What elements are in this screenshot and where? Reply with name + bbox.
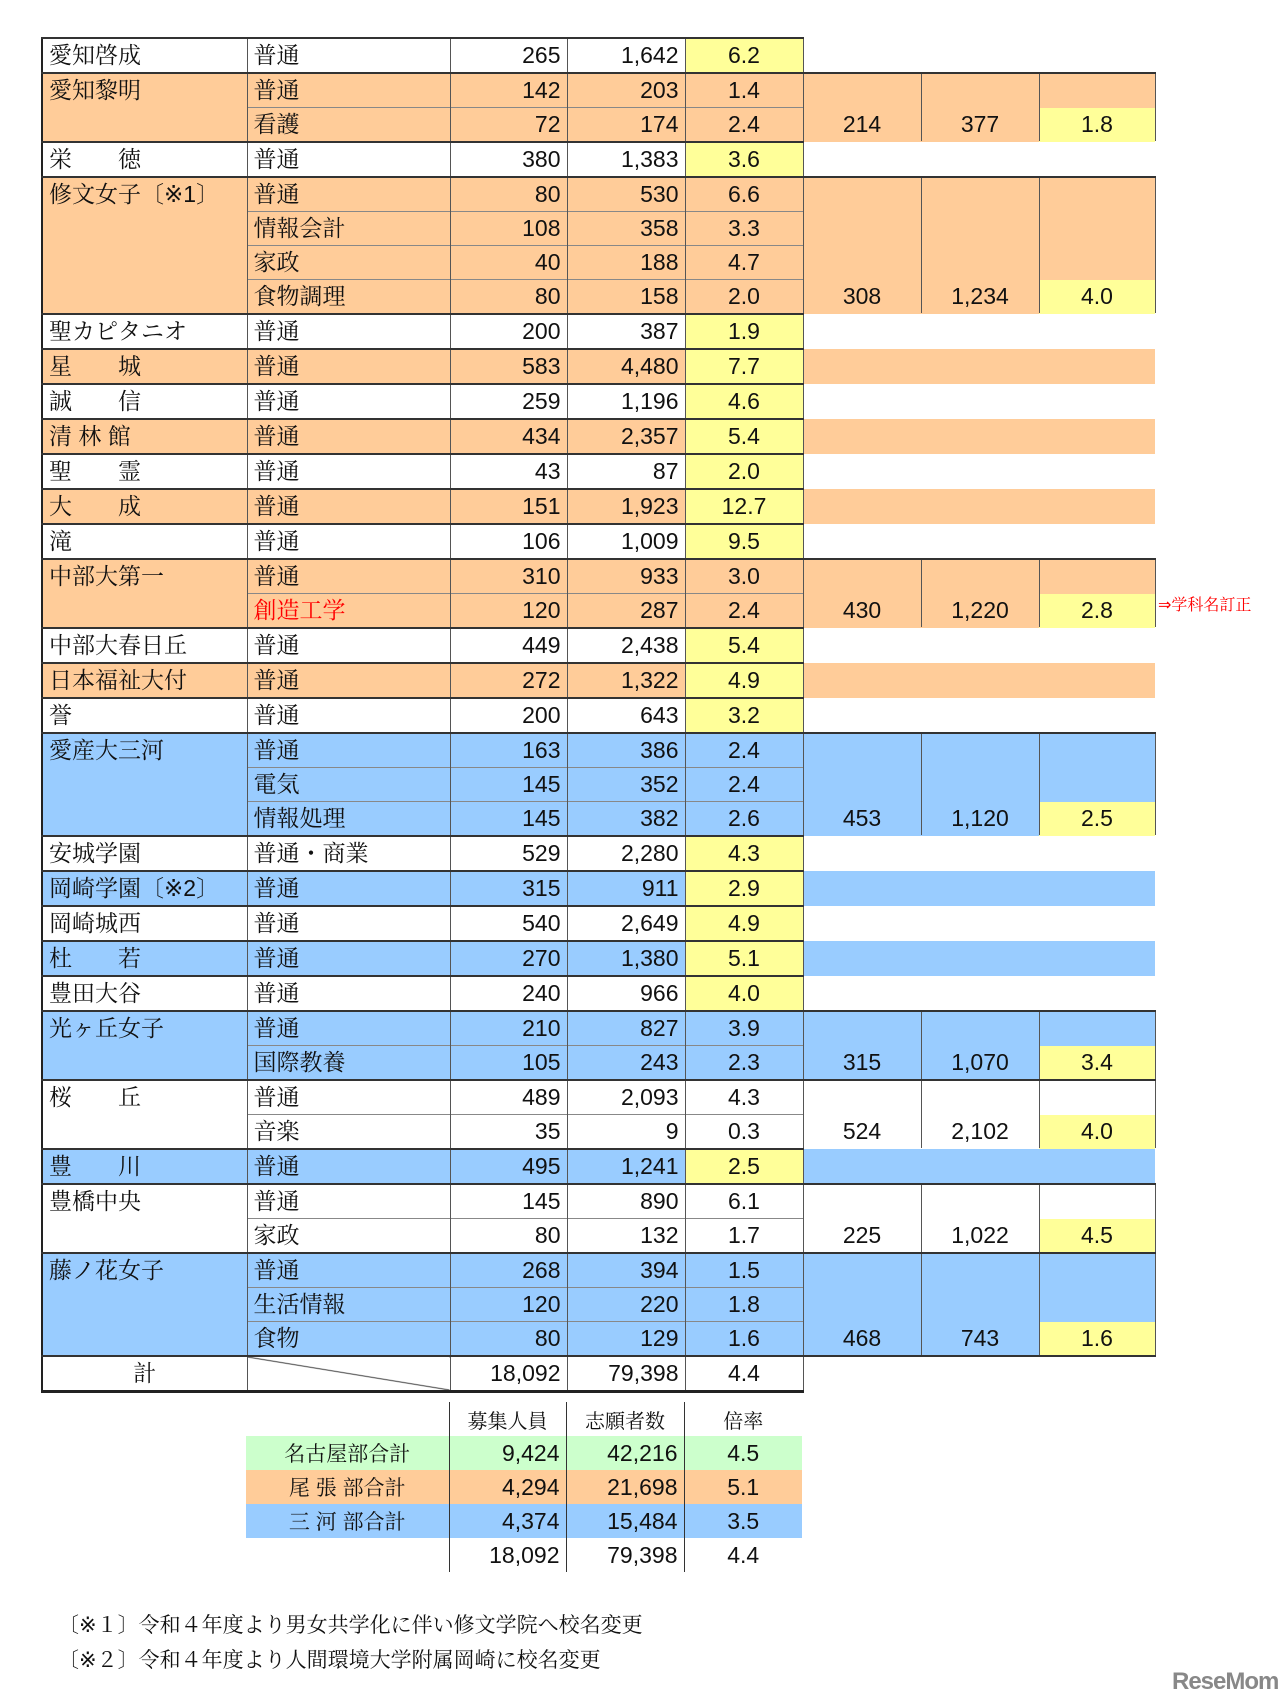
ratio: 3.6 (685, 142, 803, 177)
school-name: 安城学園 (42, 836, 247, 871)
applicants: 1,642 (567, 38, 685, 73)
school-total-applicants: 743 (921, 1253, 1039, 1356)
course-name: 情報会計 (247, 212, 450, 246)
course-name: 情報処理 (247, 802, 450, 837)
group-empty (803, 871, 1155, 906)
capacity: 80 (450, 177, 567, 212)
school-total-ratio: 1.8 (1039, 108, 1155, 143)
ratio: 3.9 (685, 1011, 803, 1046)
capacity: 4,374 (449, 1504, 566, 1538)
school-name: 聖 霊 (42, 454, 247, 489)
school-name: 日本福祉大付 (42, 663, 247, 698)
school-name: 愛知黎明 (42, 73, 247, 142)
capacity: 72 (450, 108, 567, 143)
course-name: 普通 (247, 384, 450, 419)
table-row (42, 384, 1155, 419)
footnote-2: 〔※２〕令和４年度より人間環境大学附属岡崎に校名変更 (58, 1649, 601, 1672)
ratio: 4.4 (684, 1538, 802, 1572)
applicants: 386 (567, 733, 685, 768)
resemom-logo: ReseMom (1172, 1668, 1279, 1695)
table-row (42, 663, 1155, 698)
column-header: 募集人員 (449, 1402, 566, 1436)
group-empty (803, 663, 1155, 698)
course-name: 普通 (247, 1011, 450, 1046)
applicants: 1,383 (567, 142, 685, 177)
ratio: 5.4 (685, 419, 803, 454)
capacity: 449 (450, 628, 567, 663)
capacity: 145 (450, 802, 567, 837)
ratio: 4.3 (685, 1080, 803, 1115)
course-name: 普通 (247, 698, 450, 733)
school-total-ratio-blank (1039, 1288, 1155, 1322)
ratio: 3.5 (684, 1504, 802, 1538)
course-name: 食物調理 (247, 280, 450, 315)
ratio: 4.9 (685, 906, 803, 941)
ratio: 9.5 (685, 524, 803, 559)
applicants: 1,009 (567, 524, 685, 559)
applicants: 358 (567, 212, 685, 246)
applicants: 287 (567, 594, 685, 629)
course-name: 普通 (247, 419, 450, 454)
school-total-ratio-blank (1039, 1011, 1155, 1046)
course-name: 普通 (247, 871, 450, 906)
school-total-capacity: 315 (803, 1011, 921, 1080)
school-name: 愛産大三河 (42, 733, 247, 836)
applicants: 174 (567, 108, 685, 143)
applicants: 188 (567, 246, 685, 280)
school-name: 修文女子〔※1〕 (42, 177, 247, 314)
school-name: 藤ノ花女子 (42, 1253, 247, 1356)
school-name: 光ヶ丘女子 (42, 1011, 247, 1080)
course-name: 普通 (247, 489, 450, 524)
school-total-ratio: 4.0 (1039, 1115, 1155, 1150)
school-total-ratio: 3.4 (1039, 1046, 1155, 1081)
school-name: 豊田大谷 (42, 976, 247, 1011)
ratio: 5.1 (685, 941, 803, 976)
school-total-applicants: 2,102 (921, 1080, 1039, 1149)
group-empty (803, 38, 1155, 73)
course-name: 普通 (247, 559, 450, 594)
applicants: 2,093 (567, 1080, 685, 1115)
school-name: 岡崎城西 (42, 906, 247, 941)
school-total-capacity: 225 (803, 1184, 921, 1253)
capacity: 80 (450, 280, 567, 315)
applicants: 2,438 (567, 628, 685, 663)
school-name: 清 林 館 (42, 419, 247, 454)
applicants: 132 (567, 1219, 685, 1254)
school-name: 聖カピタニオ (42, 314, 247, 349)
group-empty (803, 906, 1155, 941)
grand-total-capacity: 18,092 (450, 1356, 567, 1392)
school-total-capacity: 214 (803, 73, 921, 142)
course-name: 普通 (247, 142, 450, 177)
capacity: 200 (450, 698, 567, 733)
group-empty (803, 384, 1155, 419)
table-row (42, 419, 1155, 454)
course-name: 食物 (247, 1322, 450, 1357)
ratio: 0.3 (685, 1115, 803, 1150)
ratio: 3.2 (685, 698, 803, 733)
applicants: 387 (567, 314, 685, 349)
group-empty (803, 628, 1155, 663)
ratio: 1.9 (685, 314, 803, 349)
ratio: 4.9 (685, 663, 803, 698)
capacity: 380 (450, 142, 567, 177)
ratio: 1.7 (685, 1219, 803, 1254)
table-row (42, 559, 1155, 594)
capacity: 80 (450, 1219, 567, 1254)
applicants: 1,241 (567, 1149, 685, 1184)
school-total-ratio-blank (1039, 177, 1155, 212)
group-empty (803, 1149, 1155, 1184)
applicants: 9 (567, 1115, 685, 1150)
ratio: 2.3 (685, 1046, 803, 1081)
school-total-applicants: 1,070 (921, 1011, 1039, 1080)
capacity: 540 (450, 906, 567, 941)
course-name: 普通 (247, 454, 450, 489)
capacity: 43 (450, 454, 567, 489)
course-name: 国際教養 (247, 1046, 450, 1081)
course-name: 家政 (247, 246, 450, 280)
applicants: 79,398 (566, 1538, 684, 1572)
capacity: 151 (450, 489, 567, 524)
applicants: 129 (567, 1322, 685, 1357)
capacity: 106 (450, 524, 567, 559)
applicants: 966 (567, 976, 685, 1011)
school-total-capacity: 468 (803, 1253, 921, 1356)
table-row (42, 941, 1155, 976)
table-row (42, 871, 1155, 906)
school-name: 滝 (42, 524, 247, 559)
ratio: 5.4 (685, 628, 803, 663)
capacity: 120 (450, 594, 567, 629)
course-name: 普通 (247, 733, 450, 768)
capacity: 105 (450, 1046, 567, 1081)
group-empty (803, 698, 1155, 733)
table-row (42, 906, 1155, 941)
ratio: 7.7 (685, 349, 803, 384)
group-empty (803, 836, 1155, 871)
course-name: 創造工学 (247, 594, 450, 629)
school-name: 岡崎学園〔※2〕 (42, 871, 247, 906)
table-row (42, 1253, 1155, 1288)
course-name: 普通 (247, 663, 450, 698)
school-total-capacity: 430 (803, 559, 921, 628)
school-total-ratio: 2.5 (1039, 802, 1155, 837)
applicants: 2,649 (567, 906, 685, 941)
school-total-ratio-blank (1039, 73, 1155, 108)
capacity: 270 (450, 941, 567, 976)
ratio: 2.4 (685, 108, 803, 143)
ratio: 4.7 (685, 246, 803, 280)
applicants: 15,484 (566, 1504, 684, 1538)
group-empty (803, 454, 1155, 489)
course-name: 普通 (247, 628, 450, 663)
table-row (42, 524, 1155, 559)
table-row (42, 142, 1155, 177)
course-name: 電気 (247, 768, 450, 802)
school-total-ratio: 1.6 (1039, 1322, 1155, 1357)
course-name: 普通 (247, 906, 450, 941)
school-total-ratio-blank (1039, 1184, 1155, 1219)
applicants: 352 (567, 768, 685, 802)
table-row (42, 628, 1155, 663)
school-name: 誠 信 (42, 384, 247, 419)
group-empty (803, 976, 1155, 1011)
ratio: 12.7 (685, 489, 803, 524)
region-label: 名古屋部合計 (246, 1436, 449, 1470)
school-total-applicants: 1,120 (921, 733, 1039, 836)
ratio: 1.5 (685, 1253, 803, 1288)
ratio: 2.4 (685, 733, 803, 768)
course-name: 普通 (247, 314, 450, 349)
ratio: 4.3 (685, 836, 803, 871)
course-name: 普通 (247, 976, 450, 1011)
applicants: 1,196 (567, 384, 685, 419)
ratio: 6.6 (685, 177, 803, 212)
capacity: 265 (450, 38, 567, 73)
ratio: 5.1 (684, 1470, 802, 1504)
school-total-capacity: 453 (803, 733, 921, 836)
course-name: 普通 (247, 177, 450, 212)
applicant-table (41, 37, 1156, 1393)
course-name: 普通 (247, 38, 450, 73)
school-name: 中部大春日丘 (42, 628, 247, 663)
table-row (42, 733, 1155, 768)
school-name: 栄 徳 (42, 142, 247, 177)
course-name: 普通 (247, 349, 450, 384)
capacity: 40 (450, 246, 567, 280)
footnote-1: 〔※１〕令和４年度より男女共学化に伴い修文学院へ校名変更 (58, 1614, 643, 1637)
grand-total-row (42, 1356, 1155, 1392)
capacity: 272 (450, 663, 567, 698)
applicants: 203 (567, 73, 685, 108)
ratio: 4.5 (684, 1436, 802, 1470)
applicants: 2,357 (567, 419, 685, 454)
ratio: 4.0 (685, 976, 803, 1011)
capacity: 529 (450, 836, 567, 871)
applicants: 1,380 (567, 941, 685, 976)
school-name: 豊橋中央 (42, 1184, 247, 1253)
school-name: 星 城 (42, 349, 247, 384)
table-row (42, 836, 1155, 871)
applicants: 530 (567, 177, 685, 212)
group-empty (803, 489, 1155, 524)
course-name: 普通 (247, 1080, 450, 1115)
capacity: 210 (450, 1011, 567, 1046)
school-total-applicants: 1,220 (921, 559, 1039, 628)
capacity: 583 (450, 349, 567, 384)
ratio: 2.0 (685, 454, 803, 489)
capacity: 4,294 (449, 1470, 566, 1504)
school-total-ratio: 2.8 (1039, 594, 1155, 629)
course-name: 普通 (247, 524, 450, 559)
grand-total-label: 計 (42, 1356, 247, 1392)
school-total-ratio: 4.5 (1039, 1219, 1155, 1254)
capacity: 489 (450, 1080, 567, 1115)
capacity: 108 (450, 212, 567, 246)
column-header: 倍率 (684, 1402, 802, 1436)
school-total-applicants: 1,022 (921, 1184, 1039, 1253)
capacity: 145 (450, 768, 567, 802)
region-label: 三 河 部合計 (246, 1504, 449, 1538)
applicants: 382 (567, 802, 685, 837)
capacity: 9,424 (449, 1436, 566, 1470)
table-row (42, 1149, 1155, 1184)
summary-row (246, 1470, 802, 1504)
applicants: 243 (567, 1046, 685, 1081)
group-empty (803, 314, 1155, 349)
course-name: 看護 (247, 108, 450, 143)
applicants: 911 (567, 871, 685, 906)
applicants: 220 (567, 1288, 685, 1322)
ratio: 2.0 (685, 280, 803, 315)
capacity: 268 (450, 1253, 567, 1288)
summary-row (246, 1538, 802, 1572)
ratio: 1.4 (685, 73, 803, 108)
applicants: 4,480 (567, 349, 685, 384)
table-row (42, 1184, 1155, 1219)
table-row (42, 177, 1155, 212)
school-name: 中部大第一 (42, 559, 247, 628)
summary-header (246, 1402, 802, 1436)
group-empty (803, 419, 1155, 454)
school-name: 桜 丘 (42, 1080, 247, 1149)
capacity: 18,092 (449, 1538, 566, 1572)
table-row (42, 1011, 1155, 1046)
capacity: 142 (450, 73, 567, 108)
course-name: 家政 (247, 1219, 450, 1254)
applicants: 394 (567, 1253, 685, 1288)
capacity: 315 (450, 871, 567, 906)
school-total-capacity: 524 (803, 1080, 921, 1149)
school-name: 杜 若 (42, 941, 247, 976)
ratio: 2.4 (685, 594, 803, 629)
blank (803, 1356, 1155, 1392)
school-name: 誉 (42, 698, 247, 733)
group-empty (803, 349, 1155, 384)
course-name: 普通 (247, 1253, 450, 1288)
school-name: 大 成 (42, 489, 247, 524)
table-row (42, 489, 1155, 524)
group-empty (803, 941, 1155, 976)
ratio: 6.1 (685, 1184, 803, 1219)
capacity: 240 (450, 976, 567, 1011)
applicants: 827 (567, 1011, 685, 1046)
ratio: 2.4 (685, 768, 803, 802)
applicants: 42,216 (566, 1436, 684, 1470)
table-row (42, 314, 1155, 349)
applicants: 1,322 (567, 663, 685, 698)
school-total-ratio-blank (1039, 559, 1155, 594)
capacity: 310 (450, 559, 567, 594)
school-name: 愛知啓成 (42, 38, 247, 73)
capacity: 120 (450, 1288, 567, 1322)
table-row (42, 976, 1155, 1011)
applicants: 87 (567, 454, 685, 489)
region-label (246, 1538, 449, 1572)
applicants: 21,698 (566, 1470, 684, 1504)
table-row (42, 73, 1155, 108)
course-name: 普通 (247, 1184, 450, 1219)
course-name: 普通 (247, 73, 450, 108)
capacity: 145 (450, 1184, 567, 1219)
table-row (42, 698, 1155, 733)
region-label: 尾 張 部合計 (246, 1470, 449, 1504)
correction-note: ⇒学科名訂正 (1158, 597, 1252, 615)
summary-row (246, 1504, 802, 1538)
course-name: 普通 (247, 1149, 450, 1184)
grand-total-applicants: 79,398 (567, 1356, 685, 1392)
school-total-ratio-blank (1039, 1253, 1155, 1288)
ratio: 2.6 (685, 802, 803, 837)
capacity: 35 (450, 1115, 567, 1150)
applicants: 1,923 (567, 489, 685, 524)
grand-total-ratio: 4.4 (685, 1356, 803, 1392)
school-total-ratio-blank (1039, 1080, 1155, 1115)
capacity: 495 (450, 1149, 567, 1184)
ratio: 4.6 (685, 384, 803, 419)
diagonal-slash (247, 1356, 450, 1392)
school-total-ratio-blank (1039, 212, 1155, 246)
group-empty (803, 524, 1155, 559)
ratio: 1.6 (685, 1322, 803, 1357)
school-total-applicants: 377 (921, 73, 1039, 142)
ratio: 2.5 (685, 1149, 803, 1184)
table-row (42, 1080, 1155, 1115)
ratio: 3.3 (685, 212, 803, 246)
table-row (42, 38, 1155, 73)
school-name: 豊 川 (42, 1149, 247, 1184)
applicants: 643 (567, 698, 685, 733)
capacity: 163 (450, 733, 567, 768)
capacity: 200 (450, 314, 567, 349)
applicants: 158 (567, 280, 685, 315)
course-name: 普通・商業 (247, 836, 450, 871)
summary-row (246, 1436, 802, 1470)
applicants: 2,280 (567, 836, 685, 871)
column-header: 志願者数 (566, 1402, 684, 1436)
blank (246, 1402, 449, 1436)
table-row (42, 349, 1155, 384)
ratio: 1.8 (685, 1288, 803, 1322)
ratio: 3.0 (685, 559, 803, 594)
ratio: 2.9 (685, 871, 803, 906)
school-total-capacity: 308 (803, 177, 921, 314)
school-total-ratio: 4.0 (1039, 280, 1155, 315)
school-total-ratio-blank (1039, 733, 1155, 768)
capacity: 434 (450, 419, 567, 454)
capacity: 259 (450, 384, 567, 419)
course-name: 生活情報 (247, 1288, 450, 1322)
capacity: 80 (450, 1322, 567, 1357)
course-name: 普通 (247, 941, 450, 976)
school-total-ratio-blank (1039, 768, 1155, 802)
school-total-ratio-blank (1039, 246, 1155, 280)
applicants: 890 (567, 1184, 685, 1219)
course-name: 音楽 (247, 1115, 450, 1150)
summary-table (246, 1402, 802, 1572)
table-row (42, 454, 1155, 489)
applicants: 933 (567, 559, 685, 594)
ratio: 6.2 (685, 38, 803, 73)
school-total-applicants: 1,234 (921, 177, 1039, 314)
group-empty (803, 142, 1155, 177)
